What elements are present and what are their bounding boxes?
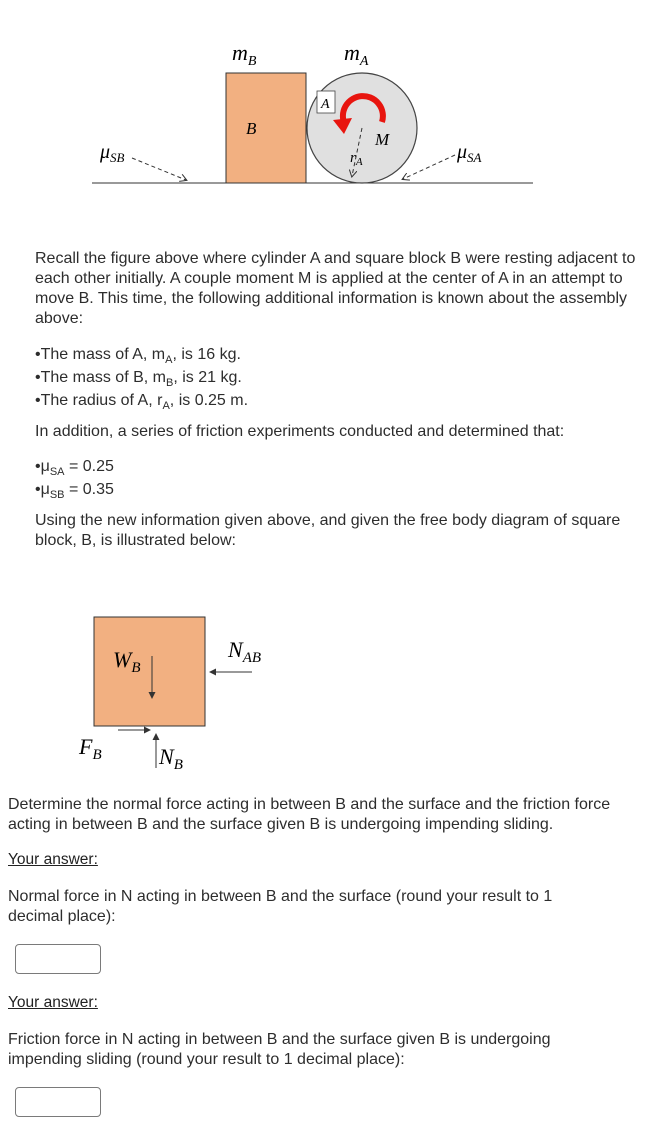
label-ma: $m_A$ [344, 40, 369, 69]
friction-force-input[interactable] [15, 1087, 101, 1117]
label-mu-sa: $\mu_{SA}$ [457, 141, 482, 165]
label-mu-sb: $\mu_{SB}$ [100, 141, 125, 165]
block-b [226, 73, 306, 183]
label-nab: $N_{AB}$ [228, 637, 262, 666]
figure-fbd [0, 600, 664, 790]
given-item-radius-a: •The radius of A, $r_A$, is 0.25 m. [35, 392, 249, 413]
fbd-intro: Using the new information given above, and given the free body diagram of square block, B, is illustrated below: [35, 512, 621, 549]
given-item-mass-a: •The mass of A, $m_A$, is 16 kg. [35, 346, 241, 367]
fbd-block-b [94, 617, 205, 726]
label-b: B [246, 119, 257, 138]
figure-assembly [0, 0, 664, 200]
label-m: M [375, 130, 390, 149]
normal-force-input[interactable] [15, 944, 101, 974]
label-wb: $W_B$ [113, 647, 141, 676]
friction-item-sb: $•\mu_{SB} = 0.35$ [35, 481, 114, 502]
label-fb: $F_B$ [79, 734, 102, 763]
answer-prompt-1: Normal force in N acting in between B and the surface (round your result to 1 decimal place): [8, 888, 553, 925]
answer-label-1: Your answer: [8, 851, 98, 868]
label-a: A [321, 97, 330, 112]
label-ra: $r_A$ [350, 150, 363, 168]
label-nb: $N_B$ [159, 744, 183, 773]
friction-item-sa: $•\mu_{SA} = 0.25$ [35, 458, 114, 479]
intro-paragraph: Recall the figure above where cylinder A and square block B were resting adjacent to each other initially. A couple moment M is applied at the center of A in an attempt to move B. This time, the following additional information is known about the assembly above: [35, 250, 636, 327]
friction-intro: In addition, a series of friction experiments conducted and determined that: [35, 423, 565, 440]
answer-prompt-2: Friction force in N acting in between B and the surface given B is undergoing impending sliding (round your result to 1 decimal place): [8, 1031, 551, 1068]
question-text: Determine the normal force acting in between B and the surface and the friction force acting in between B and the surface given B is undergoing impending sliding. [8, 796, 611, 833]
label-mb: $m_B$ [232, 40, 257, 69]
mu-sa-pointer [403, 155, 455, 179]
given-item-mass-b: •The mass of B, $m_B$, is 21 kg. [35, 369, 242, 390]
answer-label-2: Your answer: [8, 994, 98, 1011]
mu-sb-pointer [132, 158, 186, 180]
